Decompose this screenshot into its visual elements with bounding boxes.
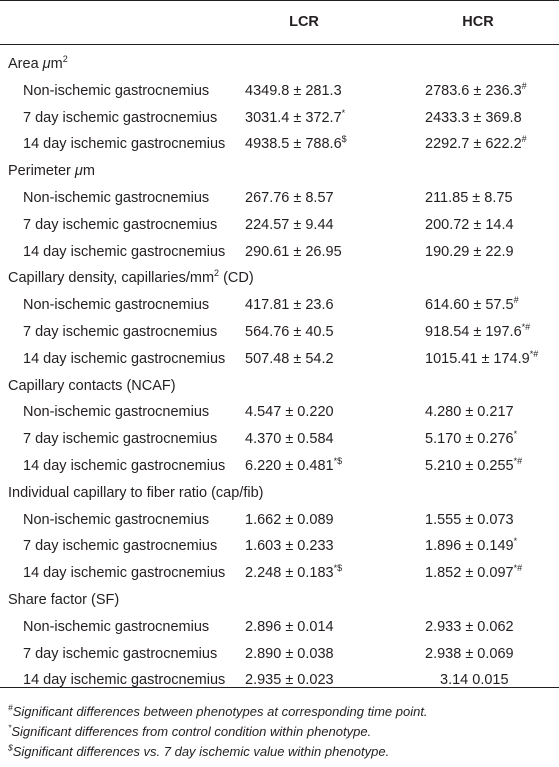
table-bottom-rule (0, 687, 559, 688)
cell-hcr-value: 3.14 0.015 (440, 672, 509, 689)
cell-lcr (245, 244, 342, 260)
cell-hcr (425, 217, 514, 233)
row-label: 7 day ischemic gastrocnemius (23, 323, 218, 340)
row-label: Non-ischemic gastrocnemius (23, 404, 210, 421)
cell-lcr-value: 4349.8 ± 281.3 (245, 82, 342, 99)
cell-hcr-significance-mark: * (513, 536, 518, 547)
footnote-mark: * (8, 722, 12, 733)
cell-hcr (425, 110, 522, 126)
row-label: 14 day ischemic gastrocnemius (23, 565, 226, 582)
cell-hcr-significance-mark: # (521, 80, 527, 91)
cell-lcr-value: 2.248 ± 0.183 (245, 565, 334, 582)
table-row (0, 293, 559, 320)
cell-hcr (425, 431, 517, 447)
row-label: 7 day ischemic gastrocnemius (23, 645, 218, 662)
footnote-mark: $ (8, 742, 13, 753)
footnote-mark: # (8, 702, 13, 713)
cell-lcr-value: 4.370 ± 0.584 (245, 431, 334, 448)
cell-hcr (425, 297, 519, 313)
cell-lcr-value: 2.935 ± 0.023 (245, 672, 334, 689)
row-label: 7 day ischemic gastrocnemius (23, 216, 218, 233)
cell-hcr-significance-mark: # (513, 295, 519, 306)
cell-lcr-value: 6.220 ± 0.481 (245, 457, 334, 474)
row-label: 7 day ischemic gastrocnemius (23, 109, 218, 126)
cell-lcr-value: 4938.5 ± 788.6 (245, 136, 342, 153)
footnote (8, 722, 553, 742)
mu-symbol: μ (74, 163, 83, 180)
cell-hcr-value: 2433.3 ± 369.8 (425, 109, 522, 126)
table-footnotes (8, 702, 553, 762)
row-label: 14 day ischemic gastrocnemius (23, 243, 226, 260)
cell-hcr-value: 2.933 ± 0.062 (425, 618, 514, 635)
cell-hcr-value: 190.29 ± 22.9 (425, 243, 514, 260)
cell-lcr (245, 458, 342, 474)
cell-lcr-value: 564.76 ± 40.5 (245, 323, 334, 340)
table-row (0, 106, 559, 133)
table-row (0, 642, 559, 669)
row-label: Non-ischemic gastrocnemius (23, 82, 210, 99)
footnote-text: Significant differences from control condition within phenotype. (11, 724, 372, 739)
footnote-text: Significant differences vs. 7 day ischemic value within phenotype. (12, 744, 390, 759)
section-header-row (0, 374, 559, 401)
cell-lcr (245, 190, 334, 206)
cell-hcr-value: 2.938 ± 0.069 (425, 645, 514, 662)
cell-lcr-value: 1.603 ± 0.233 (245, 538, 334, 555)
cell-lcr (245, 512, 334, 528)
cell-lcr (245, 538, 334, 554)
row-label: 7 day ischemic gastrocnemius (23, 538, 218, 555)
cell-hcr-significance-mark: # (521, 134, 527, 145)
cell-hcr-significance-mark: *# (513, 456, 523, 467)
section-header-row (0, 481, 559, 508)
table-header-row (0, 0, 559, 44)
cell-hcr-value: 1015.41 ± 174.9 (425, 350, 530, 367)
cell-hcr (425, 619, 514, 635)
cell-hcr-value: 1.852 ± 0.097 (425, 565, 514, 582)
row-label: 14 day ischemic gastrocnemius (23, 457, 226, 474)
cell-lcr (245, 431, 334, 447)
section-title-text: Perimeter (8, 163, 75, 180)
cell-hcr-significance-mark: * (513, 429, 518, 440)
cell-hcr (425, 512, 514, 528)
cell-lcr-value: 3031.4 ± 372.7 (245, 109, 342, 126)
cell-lcr (245, 619, 334, 635)
cell-hcr-value: 5.210 ± 0.255 (425, 457, 514, 474)
column-header-hcr: HCR (462, 14, 494, 30)
footnote-text: Significant differences between phenotypes at corresponding time point. (12, 704, 428, 719)
table-row (0, 427, 559, 454)
table-row (0, 508, 559, 535)
cell-hcr (425, 538, 517, 554)
section-header-row (0, 52, 559, 79)
cell-hcr-value: 4.280 ± 0.217 (425, 404, 514, 421)
cell-lcr-significance-mark: * (341, 107, 346, 118)
table-body (0, 52, 559, 695)
cell-hcr-value: 1.896 ± 0.149 (425, 538, 514, 555)
cell-hcr (425, 324, 530, 340)
cell-hcr (425, 404, 514, 420)
cell-hcr-value: 614.60 ± 57.5 (425, 297, 514, 314)
cell-lcr (245, 324, 334, 340)
section-header-row (0, 159, 559, 186)
row-label: 14 day ischemic gastrocnemius (23, 136, 226, 153)
table-row (0, 454, 559, 481)
cell-hcr-value: 1.555 ± 0.073 (425, 511, 514, 528)
cell-hcr (425, 80, 527, 99)
cell-lcr (245, 404, 334, 420)
row-label: Non-ischemic gastrocnemius (23, 189, 210, 206)
cell-lcr (245, 83, 342, 99)
table-row (0, 132, 559, 159)
cell-lcr-value: 4.547 ± 0.220 (245, 404, 334, 421)
section-title-text: Share factor (SF) (8, 591, 120, 608)
cell-lcr-significance-mark: *$ (333, 456, 343, 467)
table-row (0, 668, 559, 695)
row-label: 14 day ischemic gastrocnemius (23, 672, 226, 689)
mu-symbol: μ (42, 56, 51, 72)
section-title-text: Capillary density, capillaries/mm (8, 270, 215, 287)
cell-hcr-value: 200.72 ± 14.4 (425, 216, 514, 233)
cell-lcr-value: 417.81 ± 23.6 (245, 297, 334, 314)
table-row (0, 400, 559, 427)
cell-hcr-value: 2783.6 ± 236.3 (425, 82, 522, 99)
cell-hcr (440, 672, 509, 688)
section-title-unit: m (82, 163, 95, 180)
cell-hcr (425, 565, 522, 581)
row-label: Non-ischemic gastrocnemius (23, 297, 210, 314)
cell-lcr-significance-mark: $ (341, 134, 347, 145)
section-title-unit: m (50, 56, 63, 72)
cell-lcr-value: 507.48 ± 54.2 (245, 350, 334, 367)
cell-hcr-value: 211.85 ± 8.75 (425, 189, 513, 206)
section-title-tail: (CD) (219, 270, 254, 287)
section-header-row (0, 266, 559, 293)
cell-hcr-significance-mark: *# (529, 348, 539, 359)
section-title-unit-sup: 2 (62, 54, 68, 65)
section-header-row (0, 588, 559, 615)
table-row (0, 534, 559, 561)
cell-lcr (245, 351, 334, 367)
cell-lcr (245, 107, 346, 126)
column-header-lcr: LCR (289, 14, 319, 30)
cell-hcr-value: 2292.7 ± 622.2 (425, 136, 522, 153)
section-title (8, 163, 95, 179)
cell-hcr (425, 190, 513, 206)
section-title (8, 592, 119, 608)
table-row (0, 320, 559, 347)
cell-lcr-value: 2.896 ± 0.014 (245, 618, 334, 635)
table-row (0, 79, 559, 106)
cell-hcr (425, 348, 539, 367)
cell-hcr (425, 244, 514, 260)
table-row (0, 561, 559, 588)
section-title (8, 270, 254, 286)
section-title-text: Individual capillary to fiber ratio (cap/fib) (8, 484, 264, 501)
cell-lcr-value: 224.57 ± 9.44 (245, 216, 334, 233)
table-row (0, 186, 559, 213)
footnote (8, 702, 553, 722)
row-label: Non-ischemic gastrocnemius (23, 511, 210, 528)
section-title (8, 378, 176, 394)
cell-lcr-value: 2.890 ± 0.038 (245, 645, 334, 662)
table-row (0, 615, 559, 642)
cell-hcr-value: 918.54 ± 197.6 (425, 323, 522, 340)
cell-lcr (245, 217, 334, 233)
footnote (8, 742, 553, 762)
table-header-rule (0, 44, 559, 45)
section-title-sup: 2 (214, 268, 220, 279)
cell-lcr-significance-mark: *$ (333, 563, 343, 574)
cell-hcr-significance-mark: *# (521, 322, 531, 333)
cell-lcr (245, 565, 342, 581)
cell-lcr (245, 672, 334, 688)
row-label: 14 day ischemic gastrocnemius (23, 350, 226, 367)
row-label: Non-ischemic gastrocnemius (23, 618, 210, 635)
table-row (0, 347, 559, 374)
cell-lcr-value: 1.662 ± 0.089 (245, 511, 334, 528)
cell-lcr-value: 267.76 ± 8.57 (245, 189, 334, 206)
cell-hcr-value: 5.170 ± 0.276 (425, 431, 514, 448)
cell-hcr-significance-mark: *# (513, 563, 523, 574)
cell-hcr (425, 136, 527, 152)
table-row (0, 213, 559, 240)
table-row (0, 240, 559, 267)
row-label: 7 day ischemic gastrocnemius (23, 431, 218, 448)
section-title (8, 56, 68, 72)
cell-hcr (425, 458, 522, 474)
section-title-text: Area (8, 56, 43, 72)
section-title-text: Capillary contacts (NCAF) (8, 377, 176, 394)
section-title (8, 485, 263, 501)
cell-lcr (245, 136, 347, 152)
cell-lcr-value: 290.61 ± 26.95 (245, 243, 342, 260)
cell-hcr (425, 646, 514, 662)
cell-lcr (245, 297, 334, 313)
cell-lcr (245, 646, 334, 662)
